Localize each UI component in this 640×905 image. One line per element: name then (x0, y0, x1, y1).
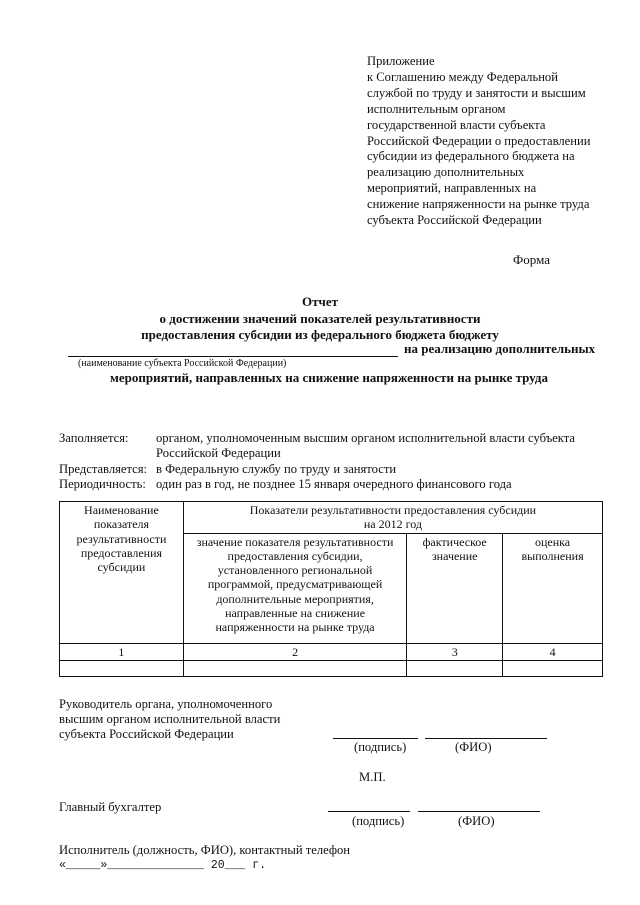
head-fio-line[interactable] (425, 738, 547, 739)
table-cell[interactable] (407, 660, 503, 676)
report-subtitle-line: о достижении значений показателей результативности (159, 311, 481, 326)
head-signature-line[interactable] (333, 738, 418, 739)
report-table (59, 501, 603, 677)
col-name-header: Наименование показателя результативности предоставления субсидии (60, 502, 184, 644)
col-assessment-header: оценка выполнения (503, 533, 603, 643)
appendix-line: Приложение (367, 54, 435, 68)
appendix-line: субъекта Российской Федерации (367, 213, 542, 228)
appendix-line: Российской Федерации о предоставлении (367, 133, 591, 148)
fio-caption: (ФИО) (458, 814, 495, 828)
appendix-line: снижение напряженности на рынке труда (367, 197, 590, 212)
fio-caption: (ФИО) (455, 740, 492, 754)
appendix-line: исполнительным органом (367, 101, 506, 116)
group-header-line: на 2012 год (363, 517, 422, 532)
report-subtitle-line: мероприятий, направленных на снижение напряженности на рынке труда (110, 370, 548, 385)
report-subtitle-line: на реализацию дополнительных (404, 341, 596, 356)
accountant-fio-line[interactable] (418, 811, 540, 812)
period-label: Периодичность: (59, 477, 146, 491)
table-cell[interactable] (503, 660, 603, 676)
table-row[interactable] (60, 660, 603, 676)
report-subtitle-line: предоставления субсидии из федерального бюджета бюджету (141, 327, 499, 342)
appendix-line: к Соглашению между Федеральной (367, 69, 558, 84)
appendix-line: субсидии из федерального бюджета на (367, 149, 575, 164)
date-field[interactable]: «_____»______________ 20___ г. (59, 859, 267, 872)
head-title: высшим органом исполнительной власти (59, 712, 281, 726)
submit-value: в Федеральную службу по труду и занятости (156, 462, 397, 476)
appendix-line: службой по труду и занятости и высшим (367, 85, 586, 100)
column-number: 3 (407, 643, 503, 660)
stamp-label: М.П. (359, 770, 386, 784)
appendix-line: реализацию дополнительных (367, 165, 525, 180)
column-number: 2 (183, 643, 406, 660)
appendix-line: мероприятий, направленных на (367, 181, 537, 196)
group-header (183, 502, 602, 534)
report-title: Отчет (302, 294, 338, 309)
column-number: 4 (503, 643, 603, 660)
col-actual-header: фактическое значение (407, 533, 503, 643)
form-label: Форма (513, 252, 550, 267)
fill-label: Заполняется: (59, 431, 129, 445)
fill-value: Российской Федерации (156, 446, 281, 460)
signature-caption: (подпись) (354, 740, 407, 754)
accountant-signature-line[interactable] (328, 811, 410, 812)
accountant-title: Главный бухгалтер (59, 800, 162, 814)
col-target-header: значение показателя результативности предоставления субсидии, установленного региональной программой, предусматривающей дополнительные мероприятия, направленные на снижение напряженности на рынке труда (183, 533, 406, 643)
signature-caption: (подпись) (352, 814, 405, 828)
group-header-line: Показатели результативности предоставления субсидии (249, 503, 537, 517)
table-cell[interactable] (183, 660, 406, 676)
appendix-line: государственной власти субъекта (367, 117, 546, 132)
subject-name-field[interactable] (68, 342, 398, 357)
executor-label: Исполнитель (должность, ФИО), контактный телефон (59, 843, 351, 857)
column-number-row (60, 643, 603, 660)
head-title: Руководитель органа, уполномоченного (59, 697, 273, 711)
column-number: 1 (60, 643, 184, 660)
head-title: субъекта Российской Федерации (59, 727, 234, 741)
table-cell[interactable] (60, 660, 184, 676)
appendix-block (367, 54, 590, 229)
submit-label: Представляется: (59, 462, 148, 476)
period-value: один раз в год, не позднее 15 января очередного финансового года (156, 477, 512, 491)
subject-name-caption: (наименование субъекта Российской Федерации) (78, 358, 287, 369)
fill-value: органом, уполномоченным высшим органом исполнительной власти субъекта (156, 431, 575, 445)
